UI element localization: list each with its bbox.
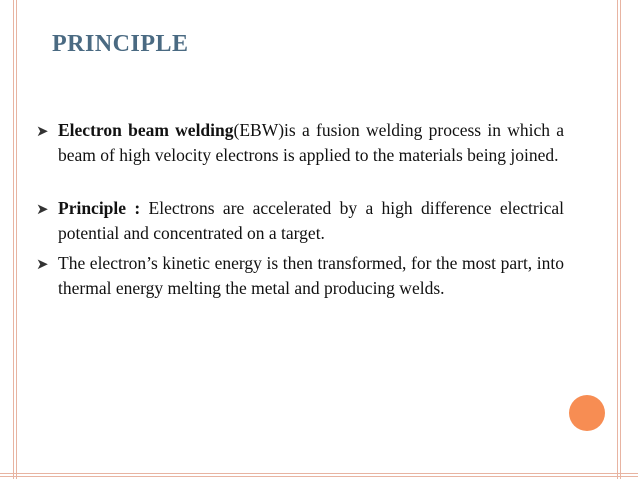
bullet-item [34,196,564,246]
accent-circle [569,395,605,431]
bullet-item [34,251,564,301]
bullet-item [34,118,564,168]
bullet-text: Electrons are accelerated by a high difference electrical potential and concentrated on a target. [58,198,564,243]
arrow-bullet-icon: ➤ [36,255,49,273]
frame-right-border [617,0,621,479]
slide-title: PRINCIPLE [52,31,189,57]
bullet-text: (EBW)is a fusion welding process in which a beam of high velocity electrons is applied to the materials being joined. [58,120,564,165]
frame-left-border [13,0,17,479]
bullet-bold-text: Principle : [58,198,141,218]
bullet-text: The electron’s kinetic energy is then transformed, for the most part, into thermal energy melting the metal and producing welds. [58,253,564,298]
bullet-bold-text: Electron beam welding [58,120,234,140]
frame-bottom-border [0,473,638,477]
arrow-bullet-icon: ➤ [36,200,49,218]
bullet-list [34,118,564,301]
arrow-bullet-icon: ➤ [36,122,49,140]
